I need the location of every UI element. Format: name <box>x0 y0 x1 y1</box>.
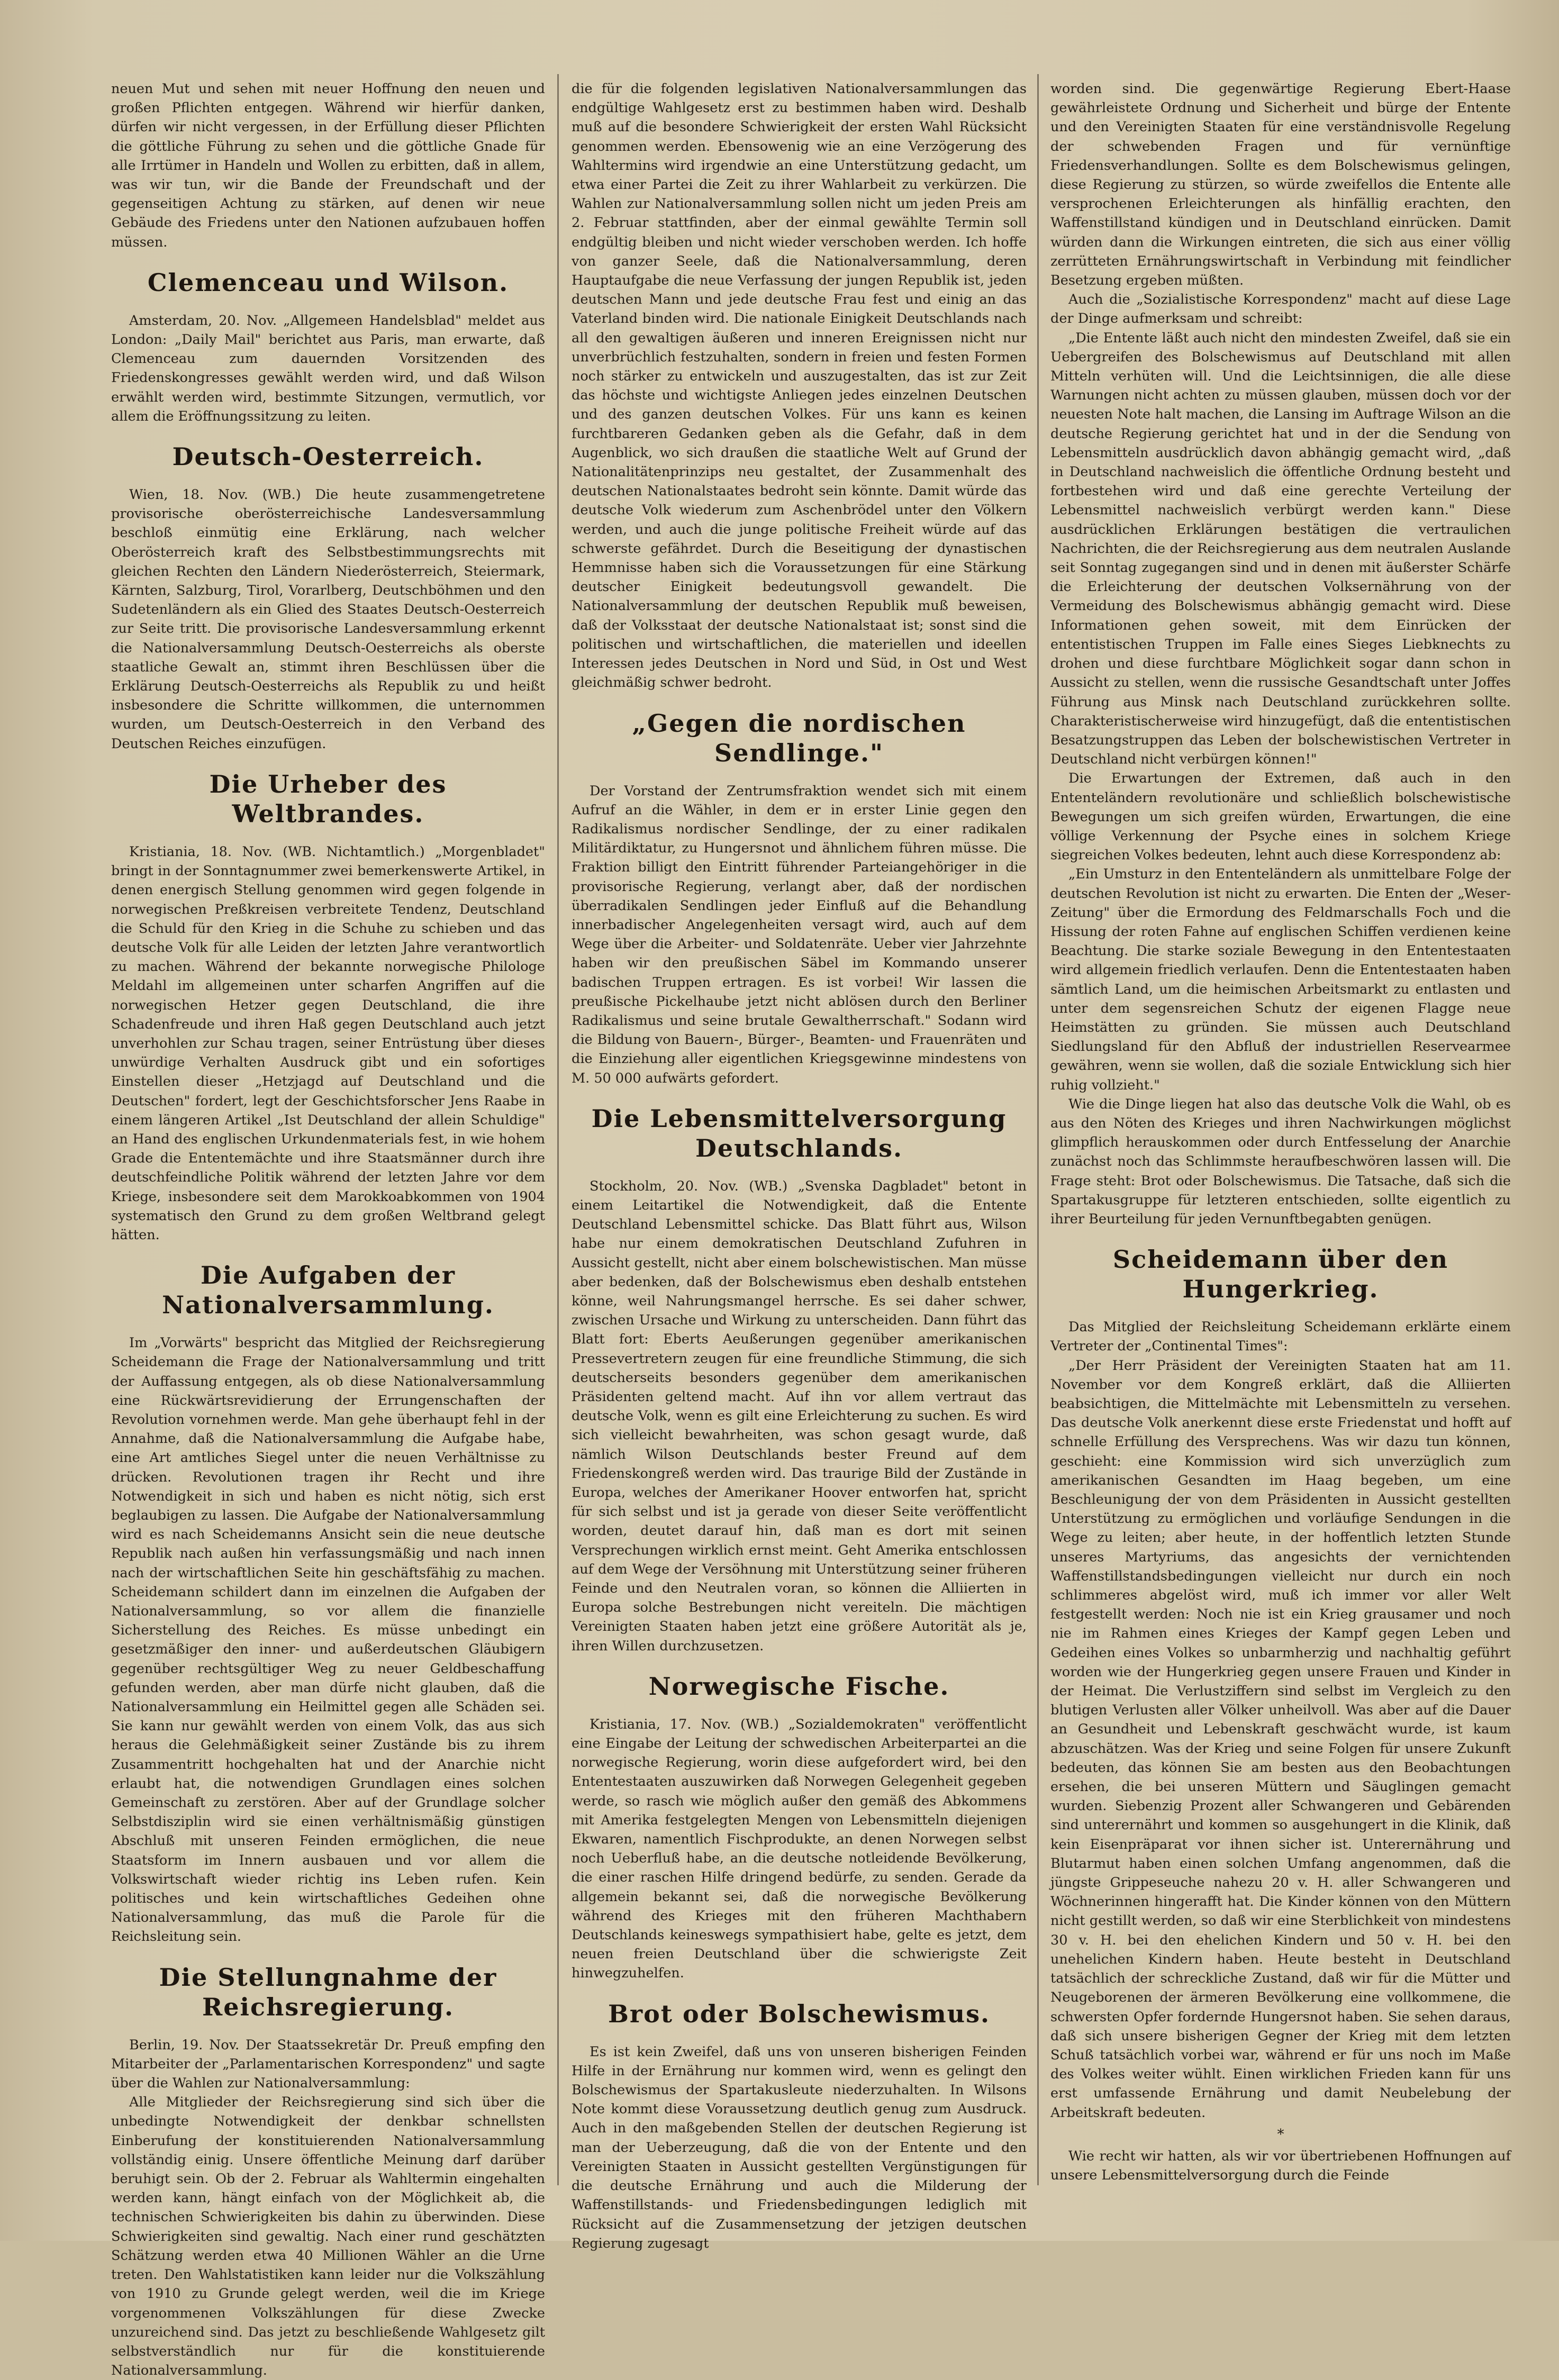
column-3 <box>1050 79 1511 2206</box>
article-headline: Die Aufgaben der Nationalversammlung. <box>162 1261 494 1320</box>
column-rule <box>557 74 559 2185</box>
article-paragraph: worden sind. Die gegenwärtige Regierung Ebert-Haase gewährleistete Ordnung und Sicherheit und bürge der Entente und den Vereinigten Staaten für eine verständnisvolle Regelung der schwebenden Fragen und für vernünftige Friedensverhandlungen. Sollte es dem Bolschewismus gelingen, diese Regierung zu stürzen, so würde zweifellos die Entente alle versprochenen Erleichterungen als hinfällig erachten, den Waffenstillstand kündigen und in Deutschland einrücken. Damit würden dann die Wirkungen eintreten, die sich aus einer völlig zerrütteten Ernährungswirtschaft in Verbindung mit feindlicher Besetzung ergeben müßten. <box>1050 81 1511 289</box>
article-paragraph: Auch die „Sozialistische Korrespondenz" macht auf diese Lage der Dinge aufmerksam und schreibt: <box>1050 292 1511 327</box>
article-headline: Brot oder Bolschewismus. <box>608 1999 991 2028</box>
article-paragraph: Das Mitglied der Reichsleitung Scheidemann erklärte einem Vertreter der „Continental Times": <box>1050 1319 1511 1355</box>
article-paragraph: die für die folgenden legislativen Nationalversammlungen das endgültige Wahlgesetz erst zu bestimmen haben wird. Deshalb muß auf die besondere Schwierigkeit der ersten Wahl Rücksicht genommen werden. Ebensowenig wie an eine Verzögerung des Wahltermins wird irgendwie an eine Unterstützung gedacht, um etwa einer Partei die Zeit zu ihrer Wahlarbeit zu verkürzen. Die Wahlen zur Nationalversammlung sollen nicht um jeden Preis am 2. Februar stattfinden, aber der einmal gewählte Termin soll endgültig bleiben und nicht wieder verschoben werden. Ich hoffe von ganzer Seele, daß die Nationalversammlung, deren Hauptaufgabe die neue Verfassung der jungen Republik ist, jeden deutschen Mann und jede deutsche Frau fest und einig an das Vaterland binden wird. Die nationale Einigkeit Deutschlands nach all den gewaltigen äußeren und inneren Ereignissen nicht nur unverbrüchlich festzuhalten, sondern in freien und festen Formen noch stärker zu entwickeln und auszugestalten, das ist zur Zeit das höchste und wichtigste Anliegen jedes einzelnen Deutschen und des ganzen deutschen Volkes. Für uns kann es keinen furchtbareren Gedanken geben als die Gefahr, daß in dem Augenblick, wo sich draußen die staatliche Welt auf Grund der Nationalitätenprinzips neu gestaltet, der Zusammenhalt des deutschen Nationalstaates bedroht sein könnte. Damit würde das deutsche Volk wiederum zum Aschenbrödel unter den Völkern werden, und auch die junge politische Freiheit würde auf das schwerste gefährdet. Durch die Beseitigung der dynastischen Hemmnisse haben sich die Voraussetzungen für eine Stärkung deutscher Einigkeit bedeutungsvoll gewandelt. Die Nationalversammlung der deutschen Republik muß beweisen, daß der Volksstaat der deutsche Nationalstaat ist; sonst sind die politischen und wirtschaftlichen, die materiellen und ideellen Interessen jedes Deutschen in Nord und Süd, in Ost und West gleichmäßig schwer bedroht. <box>572 81 1027 691</box>
article-paragraph: Die Erwartungen der Extremen, daß auch in den Ententeländern revolutionäre und schließlich bolschewistische Bewegungen um sich greifen würden, Erwartungen, die eine völlige Verkennung der Psyche eines in solchem Kriege siegreichen Volkes bedeuten, lehnt auch diese Korrespondenz ab: <box>1050 770 1511 864</box>
article-paragraph: Kristiania, 18. Nov. (WB. Nichtamtlich.) „Morgenbladet" bringt in der Sonntagnummer zwei bemerkenswerte Artikel, in denen energisch Stellung genommen wird gegen folgende in norwegischen Preßkreisen verbreitete Tendenz, Deutschland die Schuld für den Krieg in die Schuhe zu schieben und das deutsche Volk für alle Leiden der letzten Jahre verantwortlich zu machen. Während der bekannte norwegische Philologe Meldahl im allgemeinen unter scharfen Angriffen auf die norwegischen Hetzer gegen Deutschland, die ihre Schadenfreude und ihren Haß gegen Deutschland auch jetzt unverhohlen zur Schau tragen, seiner Entrüstung über dieses unwürdige Verhalten Ausdruck gibt und ein sofortiges Einstellen dieser „Hetzjagd auf Deutschland und die Deutschen" fordert, legt der Geschichtsforscher Jens Raabe in einem längeren Artikel „Ist Deutschland der allein Schuldige" an Hand des englischen Urkundenmaterials fest, in wie hohem Grade die Ententemächte und ihre Staatsmänner durch ihre deutschfeindliche Politik während der letzten Jahre vor dem Kriege, insbesondere seit dem Marokkoabkommen von 1904 systematisch den Grund zu dem großen Weltbrand gelegt hätten. <box>111 843 545 1243</box>
article-paragraph: Berlin, 19. Nov. Der Staatssekretär Dr. Preuß empfing den Mitarbeiter der „Parlamentarischen Korrespondenz" und sagte über die Wahlen zur Nationalversammlung: <box>111 2037 545 2092</box>
article-paragraph: Stockholm, 20. Nov. (WB.) „Svenska Dagbladet" betont in einem Leitartikel die Notwendigkeit, daß die Entente Deutschland Lebensmittel schicke. Das Blatt führt aus, Wilson habe nur einem demokratischen Deutschland Zufuhren in Aussicht gestellt, nicht aber einem bolschewistischen. Man müsse aber bedenken, daß der Bolschewismus eben deshalb entstehen könne, weil Nahrungsmangel herrsche. Es sei daher schwer, zwischen Ursache und Wirkung zu unterscheiden. Dann führt das Blatt fort: Eberts Aeußerungen gegenüber amerikanischen Pressevertretern zeugen für eine freundliche Stimmung, die sich deutscherseits besonders gegenüber dem amerikanischen Präsidenten geltend macht. Auf ihn vor allem vertraut das deutsche Volk, wenn es gilt eine Erleichterung zu suchen. Es wird sich vielleicht bewahrheiten, was schon gesagt wurde, daß nämlich Wilson Deutschlands bester Freund auf dem Friedenskongreß werden wird. Das traurige Bild der Zustände in Europa, welches der Amerikaner Hoover entworfen hat, spricht für sich selbst und ist ja gerade von dieser Seite veröffentlicht worden, deutet darauf hin, daß man es dort mit seinen Versprechungen wirklich ernst meint. Geht Amerika entschlossen auf dem Wege der Versöhnung mit Unterstützung seiner früheren Feinde und den Neutralen voran, so können die Alliierten in Europa solche Bestrebungen nicht vereiteln. Die mächtigen Vereinigten Staaten haben jetzt eine größere Autorität als je, ihren Willen durchzusetzen. <box>572 1178 1027 1654</box>
article-headline: „Gegen die nordischen Sendlinge." <box>632 708 966 767</box>
article-paragraph: Wie recht wir hatten, als wir vor übertriebenen Hoffnungen auf unsere Lebensmittelversorgung durch die Feinde <box>1050 2148 1511 2183</box>
article-paragraph: Alle Mitglieder der Reichsregierung sind sich über die unbedingte Notwendigkeit der denkbar schnellsten Einberufung der konstituierenden Nationalversammlung vollständig einig. Unsere öffentliche Meinung darf darüber beruhigt sein. Ob der 2. Februar als Wahltermin eingehalten werden kann, hängt einfach von der Möglichkeit ab, die technischen Schwierigkeiten bis dahin zu überwinden. Diese Schwierigkeiten sind gewaltig. Nach einer rund geschätzten Schätzung werden etwa 40 Millionen Wähler an die Urne treten. Den Wahlstatistiken kann leider nur die Volkszählung von 1910 zu Grunde gelegt werden, weil die im Kriege vorgenommenen Volkszählungen für diese Zwecke unzureichend sind. Das jetzt zu beschließende Wahlgesetz gilt selbstverständlich nur für die konstituierende Nationalversammlung. <box>111 2094 545 2379</box>
article-paragraph: „Ein Umsturz in den Ententeländern als unmittelbare Folge der deutschen Revolution ist nicht zu erwarten. Die Enten der „Weser-Zeitung" über die Ermordung des Feldmarschalls Foch und die Hissung der roten Fahne auf englischen Schiffen verdienen keine Beachtung. Die starke soziale Bewegung in den Ententestaaten wird allgemein friedlich verlaufen. Denn die Ententestaaten haben sämtlich Land, um die heimischen Arbeitsmarkt zu entlasten und unter dem segensreichen Schutz der eigenen Flagge neue Heimstätten zu gründen. Sie müssen auch Deutschland Siedlungsland für den Abfluß der industriellen Reservearmee gewähren, wenn sie wollen, daß die soziale Entwicklung sich hier ruhig vollzieht." <box>1050 866 1511 1093</box>
column-rule <box>1037 74 1039 2185</box>
article-paragraph: Wie die Dinge liegen hat also das deutsche Volk die Wahl, ob es aus den Nöten des Krieges und ihren Nachwirkungen möglichst glimpflich herauskommen oder durch Entfesselung der Anarchie zunächst noch das Schlimmste heraufbeschwören lassen will. Die Frage steht: Brot oder Bolschewismus. Die Tatsache, daß sich die Spartakusgruppe für letzteren entschieden, sollte eigentlich zu ihrer Beurteilung für jeden Vernunftbegabten genügen. <box>1050 1096 1511 1227</box>
article-paragraph: neuen Mut und sehen mit neuer Hoffnung den neuen und großen Pflichten entgegen. Während wir hierfür danken, dürfen wir nicht vergessen, in der Erfüllung dieser Pflichten die göttliche Führung zu sehen und die göttliche Gnade für alle Irrtümer in Handeln und Wollen zu erbitten, daß in allem, was wir tun, wir die Bande der Freundschaft und der gegenseitigen Achtung zu stärken, auf denen wir neue Gebäude des Friedens unter den Nationen aufzubauen hoffen müssen. <box>111 81 545 250</box>
article-paragraph: Es ist kein Zweifel, daß uns von unseren bisherigen Feinden Hilfe in der Ernährung nur kommen wird, wenn es gelingt den Bolschewismus der Spartakusleute niederzuhalten. In Wilsons Note kommt diese Voraussetzung deutlich genug zum Ausdruck. Auch in den maßgebenden Stellen der deutschen Regierung ist man der Ueberzeugung, daß die von der Entente und den Vereinigten Staaten in Aussicht gestellten Vergünstigungen für die deutsche Ernährung und auch die Milderung der Waffenstillstands- und Friedensbedingungen lediglich mit Rücksicht auf die Zusammensetzung der jetzigen deutschen Regierung zugesagt <box>572 2043 1027 2251</box>
article-paragraph: Der Vorstand der Zentrumsfraktion wendet sich mit einem Aufruf an die Wähler, in dem er in erster Linie gegen den Radikalismus nordischer Sendlinge, der zu einer radikalen Militärdiktatur, zu Hungersnot und ähnlichem führen müsse. Die Fraktion billigt den Eintritt führender Parteiangehöriger in die provisorische Regierung, verlangt aber, daß der nordischen überradikalen Sendlingen jeder Einfluß auf die Behandlung innerbadischer Angelegenheiten versagt wird, auch auf dem Wege über die Arbeiter- und Soldatenräte. Ueber vier Jahrzehnte haben wir den preußischen Säbel im Kommando unserer badischen Truppen ertragen. Es ist vorbei! Wir lassen die preußische Pickelhaube jetzt nicht ablösen durch den Berliner Radikalismus und seine brutale Gewaltherrschaft." Sodann wird die Bildung von Bauern-, Bürger-, Beamten- und Frauenräten und die Einziehung aller eigentlichen Kriegsgewinne mindestens von M. 50 000 aufwärts gefordert. <box>572 783 1027 1086</box>
article-headline: Die Urheber des Weltbrandes. <box>209 769 447 828</box>
article-headline: Deutsch-Oesterreich. <box>172 442 484 471</box>
article-headline: Die Stellungnahme der Reichsregierung. <box>159 1963 497 2021</box>
article-paragraph: Amsterdam, 20. Nov. „Allgemeen Handelsblad" meldet aus London: „Daily Mail" berichtet aus Paris, man erwarte, daß Clemenceau zum dauernden Vorsitzenden des Friedenskongresses gewählt werden wird, und daß Wilson erwählt werden wird, bestimmte Sitzungen, vermutlich, vor allem die Eröffnungssitzung zu leiten. <box>111 312 545 424</box>
article-headline: Die Lebensmittelversorgung Deutschlands. <box>591 1104 1007 1162</box>
article-paragraph: „Der Herr Präsident der Vereinigten Staaten hat am 11. November vor dem Kongreß erklärt, daß die Alliierten beabsichtigen, die Mittelmächte mit Lebensmitteln zu versehen. Das deutsche Volk anerkennt diese erste Friedenstat und hofft auf schnelle Erfüllung des Versprechens. Was wir dazu tun können, geschieht: eine Kommission wird sich unverzüglich zum amerikanischen Gesandten im Haag begeben, um eine Beschleunigung der von dem Präsidenten in Aussicht gestellten Unterstützung zu ermöglichen und vorläufige Sendungen in die Wege zu leiten; aber heute, in der hoffentlich letzten Stunde unseres Martyriums, das angesichts der vernichtenden Waffenstillstandsbedingungen vielleicht nur durch ein noch schlimmeres abgelöst wird, muß ich immer vor aller Welt festgestellt werden: Noch nie ist ein Krieg grausamer und noch nie im Rahmen eines Krieges der Kampf gegen Leben und Gedeihen eines Volkes so unbarmherzig und nachhaltig geführt worden wie der Hungerkrieg gegen unsere Frauen und Kinder in der Heimat. Die Verlustziffern sind selbst im Vergleich zu den blutigen Verlusten aller Völker unheilvoll. Was aber auf die Dauer an Gesundheit und Lebenskraft geschwächt wurde, ist kaum abzuschätzen. Was der Krieg und seine Folgen für unsere Zukunft bedeuten, das können Sie am besten aus den Beobachtungen ersehen, die bei unseren Müttern und Säuglingen gemacht wurden. Siebenzig Prozent aller Schwangeren und Gebärenden sind unterernährt und kommen so ausgehungert in die Klinik, daß kein Eisenpräparat vor ihnen sicher ist. Unterernährung und Blutarmut haben einen solchen Umfang angenommen, daß die jüngste Grippeseuche nahezu 20 v. H. aller Schwangeren und Wöchnerinnen hingerafft hat. Die Kinder können von den Müttern nicht gestillt werden, so daß wir eine Sterblichkeit von mindestens 30 v. H. bei den ehelichen Kindern und 50 v. H. bei den unehelichen Kindern haben. Heute besteht in Deutschland tatsächlich der schreckliche Zustand, daß wir für die Mütter und Neugeborenen der ärmeren Bevölkerung eine vollkommene, die schwersten Opfer fordernde Hungersnot haben. Sie sehen daraus, daß sich unsere bisherigen Gegner der Krieg mit dem letzten Schuß tatsächlich vorbei war, während er für uns noch im Maße des Volkes weiter wühlt. Einen wirklichen Frieden kann für uns erst umfassende Ernährung und damit Neubelebung der Arbeitskraft bedeuten. <box>1050 1357 1511 2121</box>
article-headline: Scheidemann über den Hungerkrieg. <box>1112 1245 1449 1304</box>
article-paragraph: Im „Vorwärts" bespricht das Mitglied der Reichsregierung Scheidemann die Frage der Nationalversammlung und tritt der Auffassung entgegen, als ob diese Nationalversammlung eine Rückwärtsrevidierung der Errungenschaften der Revolution vornehmen werde. Man gehe überhaupt fehl in der Annahme, daß die Nationalversammlung die Aufgabe habe, eine Art amtliches Siegel unter die neuen Verhältnisse zu drücken. Revolutionen tragen ihr Recht und ihre Notwendigkeit in sich und haben es nicht nötig, sich erst beglaubigen zu lassen. Die Aufgabe der Nationalversammlung wird es nach Scheidemanns Ansicht sein die neue deutsche Republik nach außen hin verfassungsmäßig und nach innen nach der wirtschaftlichen Seite hin geschäftsfähig zu machen. Scheidemann schildert dann im einzelnen die Aufgaben der Nationalversammlung, so vor allem die finanzielle Sicherstellung des Reiches. Es müsse unbedingt ein gesetzmäßiger den inner- und außerdeutschen Gläubigern gegenüber rechtsgültiger Weg zu neuer Geldbeschaffung gefunden werden, aber man dürfe nicht glauben, daß die Nationalversammlung ein Heilmittel gegen alle Schäden sei. Sie kann nur gewählt werden von einem Volk, das aus sich heraus die Gelehmäßigkeit seiner Zustände bis zu ihrem Zusammentritt hochgehalten hat und der Anarchie nicht erlaubt hat, die notwendigen Grundlagen eines solchen Gemeinschaft zu zerstören. Aber auf der Grundlage solcher Selbstdisziplin wird sie einen verhältnismäßig günstigen Abschluß mit unseren Feinden ermöglichen, die neue Staatsform im Innern ausbauen und vor allem die Volkswirtschaft wieder richtig ins Leben rufen. Kein politisches und kein wirtschaftliches Gedeihen ohne Nationalversammlung, das muß die Parole für die Reichsleitung sein. <box>111 1335 545 1945</box>
article-paragraph: „Die Entente läßt auch nicht den mindesten Zweifel, daß sie ein Uebergreifen des Bolschewismus auf Deutschland mit allen Mitteln verhüten will. Und die Leichtsinnigen, die alle diese Warnungen nicht achten zu müssen glauben, müssen doch vor der neuesten Note halt machen, die Lansing im Auftrage Wilson an die deutsche Regierung gerichtet hat und in der die Sendung von Lebensmitteln ausdrücklich davon abhängig gemacht wird, „daß in Deutschland nachweislich die öffentliche Ordnung besteht und fortbestehen wird und daß eine gerechte Verteilung der Lebensmittel nachweislich verbürgt werden kann." Diese ausdrücklichen Erklärungen bestätigen die vertraulichen Nachrichten, die der Reichsregierung aus dem neutralen Auslande seit Sonntag zugegangen sind und in denen mit äußerster Schärfe die Erleichterung der deutschen Volksernährung von der Vermeidung des Bolschewismus abhängig gemacht wird. Diese Informationen gehen soweit, mit dem Einrücken der ententistischen Truppen im Falle eines Sieges Liebknechts zu drohen und diese furchtbare Möglichkeit sogar dann schon in Aussicht zu stellen, wenn die russische Gesandtschaft unter Joffes Führung aus Minsk nach Deutschland zurückkehren sollte. Charakteristischerweise wird hinzugefügt, daß die ententistischen Besatzungstruppen das Leben der bolschewistischen Vertreter in Deutschland nicht verbürgen können!" <box>1050 330 1511 768</box>
section-divider-asterisk: * <box>1277 2126 1284 2142</box>
article-paragraph: Wien, 18. Nov. (WB.) Die heute zusammengetretene provisorische oberösterreichische Landesversammlung beschloß einmütig eine Erklärung, nach welcher Oberösterreich kraft des Selbstbestimmungsrechts mit gleichen Rechten den Ländern Niederösterreich, Steiermark, Kärnten, Salzburg, Tirol, Vorarlberg, Deutschböhmen und den Sudetenländern als ein Glied des Staates Deutsch-Oesterreich zur Seite tritt. Die provisorische Landesversammlung erkennt die Nationalversammlung Deutsch-Oesterreichs als oberste staatliche Gewalt an, stimmt ihren Beschlüssen über die Erklärung Deutsch-Oesterreichs als Republik zu und heißt insbesondere die Schritte willkommen, die unternommen wurden, um Deutsch-Oesterreich in den Verband des Deutschen Reiches einzufügen. <box>111 487 545 752</box>
column-1 <box>111 79 545 2379</box>
column-2 <box>572 79 1027 2251</box>
article-paragraph: Kristiania, 17. Nov. (WB.) „Sozialdemokraten" veröffentlicht eine Eingabe der Leitung der schwedischen Arbeiterpartei an die norwegische Regierung, worin diese aufgefordert wird, bei den Ententestaaten auszuwirken daß Norwegen Gelegenheit gegeben werde, so rasch wie möglich außer den gemäß des Abkommens mit Amerika festgelegten Mengen von Lebensmitteln diejenigen Ekwaren, namentlich Fischprodukte, an denen Norwegen selbst noch Ueberfluß habe, an die deutsche notleidende Bevölkerung, die einer raschen Hilfe dringend bedürfe, zu senden. Gerade da allgemein bekannt sei, daß die norwegische Bevölkerung während des Krieges mit den früheren Machthabern Deutschlands keineswegs sympathisiert habe, gelte es jetzt, dem neuen freien Deutschland über die schwierigste Zeit hinwegzuhelfen. <box>572 1716 1027 1982</box>
article-headline: Norwegische Fische. <box>648 1672 950 1701</box>
article-headline: Clemenceau und Wilson. <box>147 268 509 297</box>
